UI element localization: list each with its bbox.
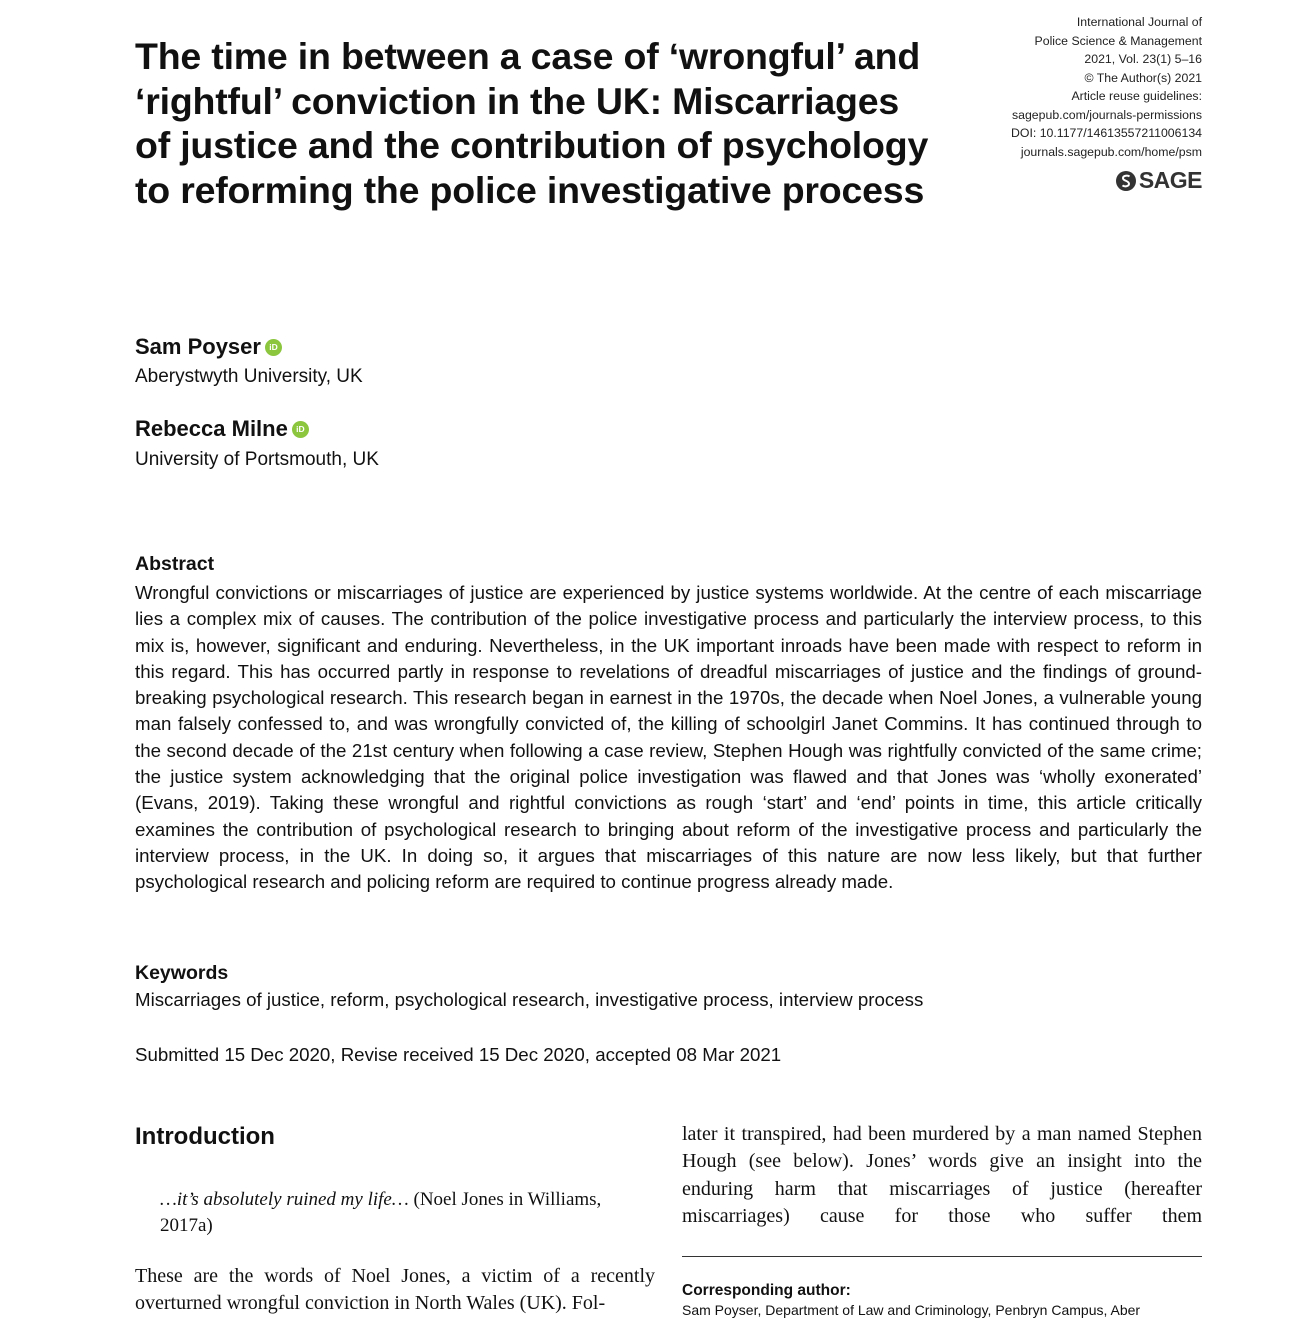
corresponding-author-heading: Corresponding author: <box>682 1282 851 1299</box>
orcid-icon[interactable]: iD <box>265 339 282 356</box>
abstract-heading: Abstract <box>135 553 215 575</box>
sage-logo <box>1115 167 1202 194</box>
footnote-divider <box>682 1256 1202 1257</box>
publisher-name: SAGE <box>1138 167 1202 193</box>
article-title: The time in between a case of ‘wrongful’ and ‘rightful’ conviction in the UK: Miscarriages of justice and the contribution of psychology to reforming the police investigative process <box>135 35 929 211</box>
journal-info-line: International Journal of <box>1076 15 1202 29</box>
orcid-icon[interactable]: iD <box>292 421 309 438</box>
intro-paragraph-right: later it transpired, had been murdered by a man named Stephen Hough (see below). Jones’ words give an insight into the enduring harm that miscarriages of justice (hereafter miscarriages) cause for those who suffer them <box>682 1123 1202 1227</box>
journal-info-line: sagepub.com/journals-permissions <box>1011 107 1202 122</box>
sage-mark-icon <box>1115 170 1137 192</box>
author-affiliation: Aberystwyth University, UK <box>135 366 363 387</box>
journal-info-line: 2021, Vol. 23(1) 5–16 <box>1084 52 1202 66</box>
journal-info <box>1011 13 1202 161</box>
journal-info-line: Police Science & Management <box>1034 33 1202 48</box>
quote-text: …it’s absolutely ruined my life… <box>160 1189 409 1210</box>
epigraph-quote <box>160 1187 655 1239</box>
submission-dates: Submitted 15 Dec 2020, Revise received 15 Dec 2020, accepted 08 Mar 2021 <box>135 1044 782 1065</box>
journal-info-line: DOI: 10.1177/14613557211006134 <box>1011 126 1202 140</box>
journal-info-line: © The Author(s) 2021 <box>1084 70 1202 85</box>
intro-paragraph-left: These are the words of Noel Jones, a victim of a recently overturned wrongful conviction in North Wales (UK). Fol- <box>135 1265 655 1314</box>
quote-citation: (Noel Jones in Williams, 2017a) <box>160 1189 602 1236</box>
author-name: Rebecca Milne iD <box>135 416 309 442</box>
corresponding-author-text: Sam Poyser, Department of Law and Criminology, Penbryn Campus, Aber <box>682 1302 1141 1318</box>
keywords-heading: Keywords <box>135 962 229 984</box>
journal-info-line: journals.sagepub.com/home/psm <box>1020 144 1202 159</box>
author-name: Sam Poyser iD <box>135 334 282 360</box>
abstract-text: Wrongful convictions or miscarriages of justice are experienced by justice systems worldwide. At the centre of each miscarriage lies a complex mix of causes. The contribution of the police investigative process and particularly the interview process, to this mix is, however, significant and enduring. Nevertheless, in the UK important inroads have been made with respect to reform in this regard. This has occurred partly in response to revelations of dreadful miscarriages of justice and the findings of ground-breaking psychological research. This research began in earnest in the 1970s, the decade when Noel Jones, a vulnerable young man falsely confessed to, and was wrongfully convicted of, the killing of schoolgirl Janet Commins. It has continued through to the second decade of the 21st century when following a case review, Stephen Hough was rightfully convicted of the same crime; the justice system acknowledging that the original police investigation was flawed and that Jones was ‘wholly exonerated’ (Evans, 2019). Taking these wrongful and rightful convictions as rough ‘start’ and ‘end’ points in time, this article critically examines the contribution of psychological research to bringing about reform of the investigative process and particularly the interview process, in the UK. In doing so, it argues that miscarriages of this nature are now less likely, but that further psychological research and policing reform are required to continue progress already made. <box>135 582 1202 893</box>
keywords-text: Miscarriages of justice, reform, psychological research, investigative process, interview process <box>135 989 924 1010</box>
journal-info-line: Article reuse guidelines: <box>1071 89 1202 103</box>
introduction-heading: Introduction <box>135 1123 275 1150</box>
author-affiliation: University of Portsmouth, UK <box>135 449 379 470</box>
